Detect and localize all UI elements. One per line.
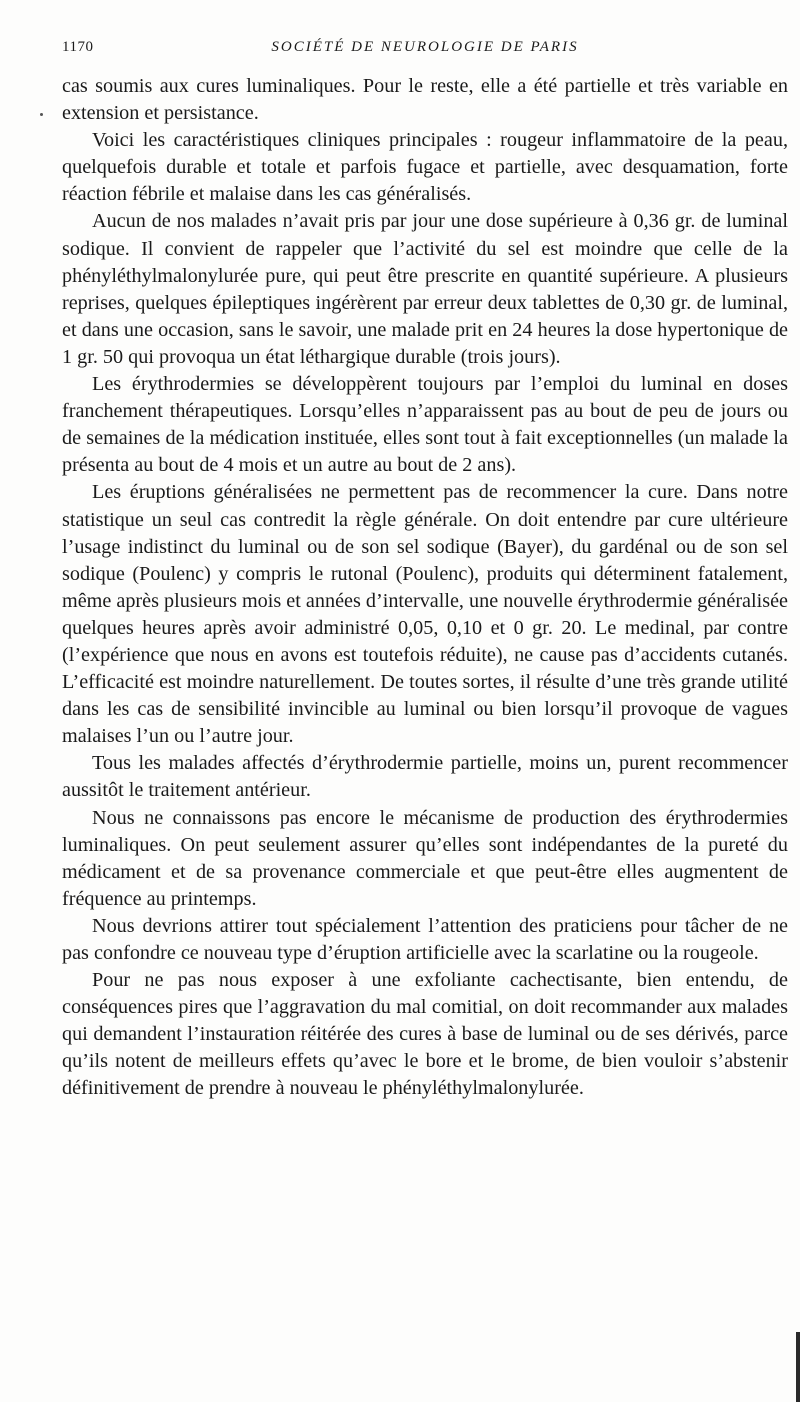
paragraph-7: Nous ne connaissons pas encore le mécanisme de production des érythrodermies luminaliques. On peut seulement assurer qu’elles sont indépendantes de la pureté du médicament et de sa provenance commerciale et que peut-être elles augmentent de fréquence au printemps. [62,806,788,910]
paragraph-2: Voici les caractéristiques cliniques principales : rougeur inflammatoire de la peau, quelquefois durable et totale et parfois fugace et partielle, avec desquamation, forte réaction fébrile et malaise dans les cas généralisés. [62,129,788,206]
paragraph-8: Nous devrions attirer tout spécialement l’attention des praticiens pour tâcher de ne pas confondre ce nouveau type d’éruption artificielle avec la scarlatine ou la rougeole. [62,914,788,964]
paragraph-9: Pour ne pas nous exposer à une exfoliante cachectisante, bien entendu, de conséquences pires que l’aggravation du mal comitial, on doit recommander aux malades qui demandent l’instauration réitérée des cures à base de luminal ou de ses dérivés, parce qu’ils notent de meilleurs effets qu’avec le bore et le brome, de bien vouloir s’abstenir définitivement de prendre à nouveau le phényléthylmalonylurée. [62,969,788,1100]
paragraph-3: Aucun de nos malades n’avait pris par jour une dose supérieure à 0,36 gr. de luminal sodique. Il convient de rappeler que l’activité du sel est moindre que celle de la phényléthylmalonylurée pure, qui peut être prescrite en quantité supérieure. A plusieurs reprises, quelques épileptiques ingérèrent par erreur deux tablettes de 0,30 gr. de luminal, et dans une occasion, sans le savoir, une malade prit en 24 heures la dose hypertonique de 1 gr. 50 qui provoqua un état léthargique durable (trois jours). [62,210,788,368]
page-number: 1170 [62,39,94,55]
paragraph-6: Tous les malades affectés d’érythrodermie partielle, moins un, purent recommencer aussitôt le traitement antérieur. [62,752,788,802]
running-header [62,36,788,58]
paragraph-4: Les érythrodermies se développèrent toujours par l’emploi du luminal en doses franchement thérapeutiques. Lorsqu’elles n’apparaissent pas au bout de peu de jours ou de semaines de la médication instituée, elles sont tout à fait exceptionnelles (un malade la présenta au bout de 4 mois et un autre au bout de 2 ans). [62,373,788,477]
scan-edge-mark [796,1332,800,1402]
paragraph-1: cas soumis aux cures luminaliques. Pour le reste, elle a été partielle et très variable en extension et persistance. [62,75,788,125]
journal-title: SOCIÉTÉ DE NEUROLOGIE DE PARIS [271,39,579,55]
margin-speck [40,113,43,116]
paragraph-5: Les éruptions généralisées ne permettent pas de recommencer la cure. Dans notre statistique un seul cas contredit la règle générale. On doit entendre par cure ultérieure l’usage indistinct du luminal ou de son sel sodique (Bayer), du gardénal ou de son sel sodique (Poulenc) y compris le rutonal (Poulenc), produits qui déterminent fatalement, même après plusieurs mois et années d’intervalle, une nouvelle érythrodermie généralisée quelques heures après avoir administré 0,05, 0,10 et 0 gr. 20. Le medinal, par contre (l’expérience que nous en avons est toutefois réduite), ne cause pas d’accidents cutanés. L’efficacité est moindre naturellement. De toutes sortes, il résulte d’une très grande utilité dans les cas de sensibilité invincible au luminal ou bien lorsqu’il provoque de vagues malaises l’un ou l’autre jour. [62,481,788,748]
body-text [62,73,788,1103]
